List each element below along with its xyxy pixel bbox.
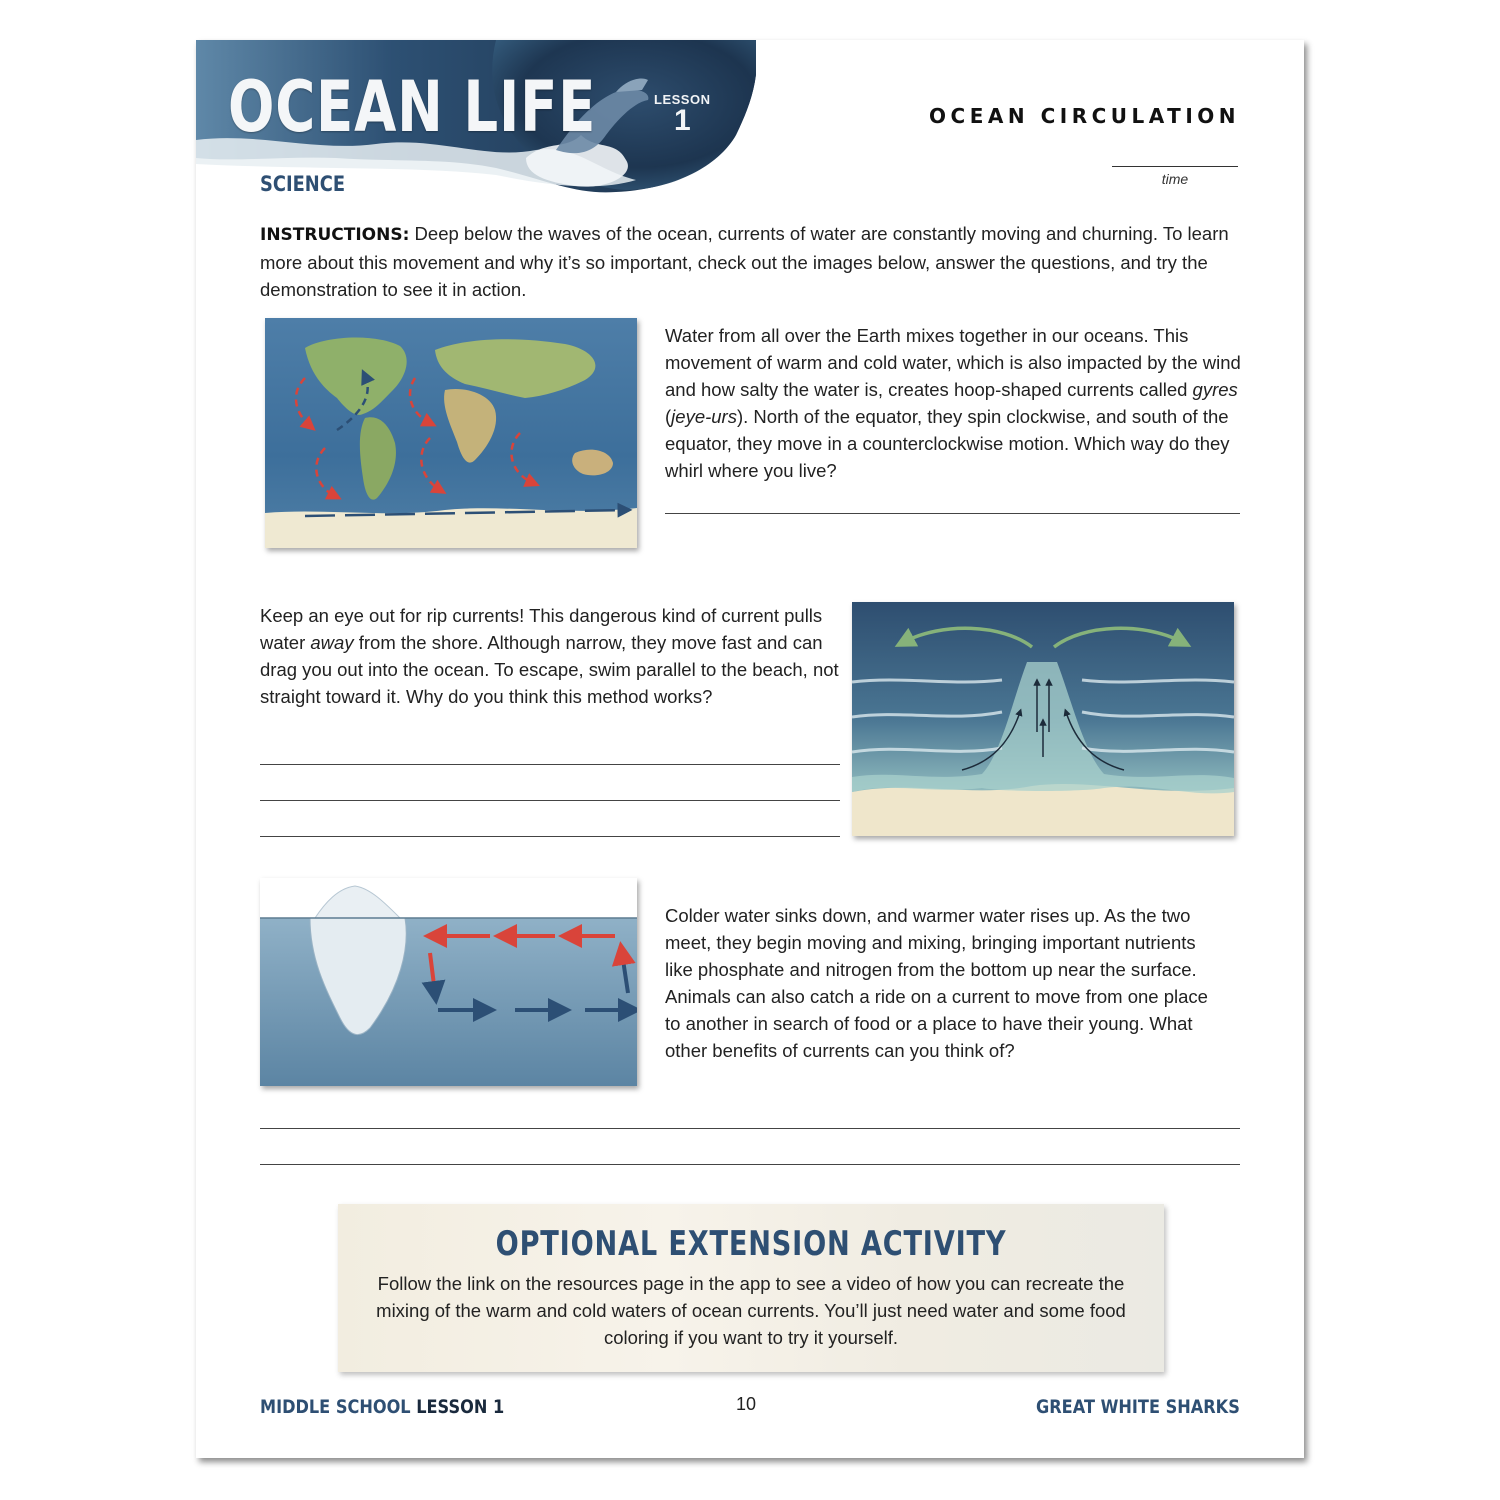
gyres-pronunciation: jeye-urs [671,406,737,427]
worksheet-page [196,40,1304,1458]
extension-activity-box [338,1204,1164,1372]
gyres-text-a: Water from all over the Earth mixes together in our oceans. This movement of warm and cold water, which is also impacted by the wind and how salty the water is, creates hoop-shaped currents called [665,325,1241,400]
extension-text: Follow the link on the resources page in the app to see a video of how you can recreate the mixing of the warm and cold waters of ocean currents. You’ll just need water and some food coloring if you want to try it yourself. [376,1273,1126,1348]
iceberg-currents-image [260,878,637,1086]
gyres-paragraph [665,322,1245,484]
lesson-label: LESSON [654,92,711,107]
answer-line-3[interactable] [260,800,840,801]
time-entry-line[interactable] [1112,166,1238,167]
instructions-paragraph [260,220,1250,303]
rip-emphasis: away [310,632,354,653]
page-number: 10 [735,1394,757,1414]
footer-unit: GREAT WHITE SHARKS [1036,1396,1240,1418]
answer-line-2[interactable] [260,764,840,765]
answer-line-1[interactable] [665,513,1240,514]
instructions-label: INSTRUCTIONS: [260,225,410,245]
gyres-term: gyres [1192,379,1238,400]
rip-current-paragraph [260,602,840,710]
page-title: OCEAN CIRCULATION [929,104,1240,128]
gyres-text-c: ). North of the equator, they spin clockwise, and south of the equator, they move in a counterclockwise motion. Which way do they whirl where you live? [665,406,1230,481]
lesson-number: 1 [674,104,691,137]
world-gyres-map-image [265,318,637,548]
upwelling-paragraph: Colder water sinks down, and warmer water rises up. As the two meet, they begin moving and mixing, bringing important nutrients like phosphate and nitrogen from the bottom up near the surface. Animals can also catch a ride on a current to move from one place to another in search of food or a place to have their young. What other benefits of currents can you think of? [665,905,1208,1061]
answer-line-5[interactable] [260,1128,1240,1129]
rip-current-image [852,602,1234,836]
gyres-text-b: ( [665,406,672,427]
series-title: OCEAN LIFE [228,66,597,148]
footer-lesson-text: LESSON 1 [416,1396,505,1418]
subject-label: SCIENCE [260,172,346,196]
rip-text-a: Keep an eye out for rip currents! This dangerous kind of current pulls water [260,605,823,653]
instructions-text: Deep below the waves of the ocean, currents of water are constantly moving and churning. To learn more about this movement and why it’s so important, check out the images below, answer the questions, and try the demonstration to see it in action. [260,223,1229,300]
answer-line-6[interactable] [260,1164,1240,1165]
footer-level-text: MIDDLE SCHOOL [260,1396,411,1418]
rip-text-b: from the shore. Although narrow, they move fast and can drag you out into the ocean. To escape, swim parallel to the beach, not straight toward it. Why do you think this method works? [260,632,839,707]
time-label: time [1161,171,1189,187]
footer-level [260,1396,504,1418]
extension-title: OPTIONAL EXTENSION ACTIVITY [495,1224,1007,1264]
answer-line-4[interactable] [260,836,840,837]
